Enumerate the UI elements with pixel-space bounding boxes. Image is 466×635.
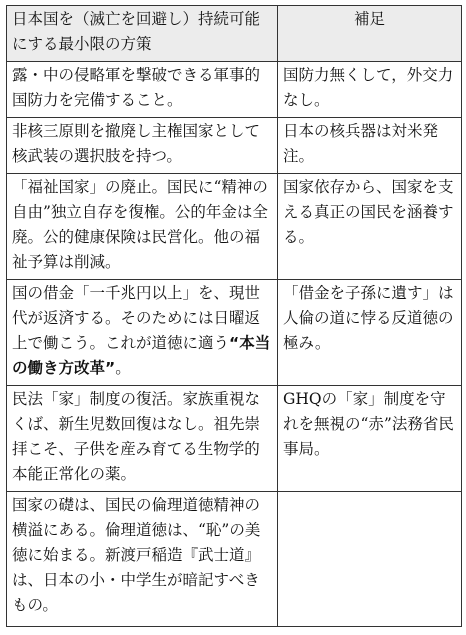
row-2-left: 非核三原則を撤廃し主権国家として核武装の選択肢を持つ。 (7, 118, 278, 174)
table-row (7, 118, 462, 174)
row-3-right: 国家依存から、国家を支える真正の国民を涵養する。 (278, 174, 462, 280)
table-row (7, 386, 462, 492)
row-4-left-end: 。 (115, 359, 131, 377)
row-4-right: 「借金を子孫に遺す」は人倫の道に悖る反道徳の極み。 (278, 280, 462, 386)
table-row (7, 492, 462, 627)
row-5-left: 民法「家」制度の復活。家族重視なくば、新生児数回復はなし。祖先崇拝こそ、子供を産み育てる生物学的本能正常化の薬。 (7, 386, 278, 492)
row-4-left-text: 国の借金「一千兆円以上」を、現世代が返済する。そのためには日曜返上で働こう。これが道徳に適う (12, 284, 261, 352)
row-6-right (278, 492, 462, 627)
header-left: 日本国を（滅亡を回避し）持続可能にする最小限の方策 (7, 6, 278, 62)
row-4-left-emphasis: “本当の働き方改革” (12, 334, 271, 377)
table-row (7, 280, 462, 386)
policy-table (6, 5, 462, 627)
table-row (7, 174, 462, 280)
row-1-right: 国防力無くして，外交力なし。 (278, 62, 462, 118)
row-4-left (7, 280, 278, 386)
table-header-row (7, 6, 462, 62)
row-1-left: 露・中の侵略軍を撃破できる軍事的国防力を完備すること。 (7, 62, 278, 118)
row-5-right: GHQの「家」制度を守れを無視の“赤”法務省民事局。 (278, 386, 462, 492)
table-row (7, 62, 462, 118)
row-2-right: 日本の核兵器は対米発注。 (278, 118, 462, 174)
row-3-left: 「福祉国家」の廃止。国民に“精神の自由”独立自存を復権。公的年金は全廃。公的健康保険は民営化。他の福祉予算は削減。 (7, 174, 278, 280)
row-6-left: 国家の礎は、国民の倫理道徳精神の横溢にある。倫理道徳は、“恥”の美徳に始まる。新渡戸稲造『武士道』は、日本の小・中学生が暗記すべきもの。 (7, 492, 278, 627)
header-right: 補足 (278, 6, 462, 62)
